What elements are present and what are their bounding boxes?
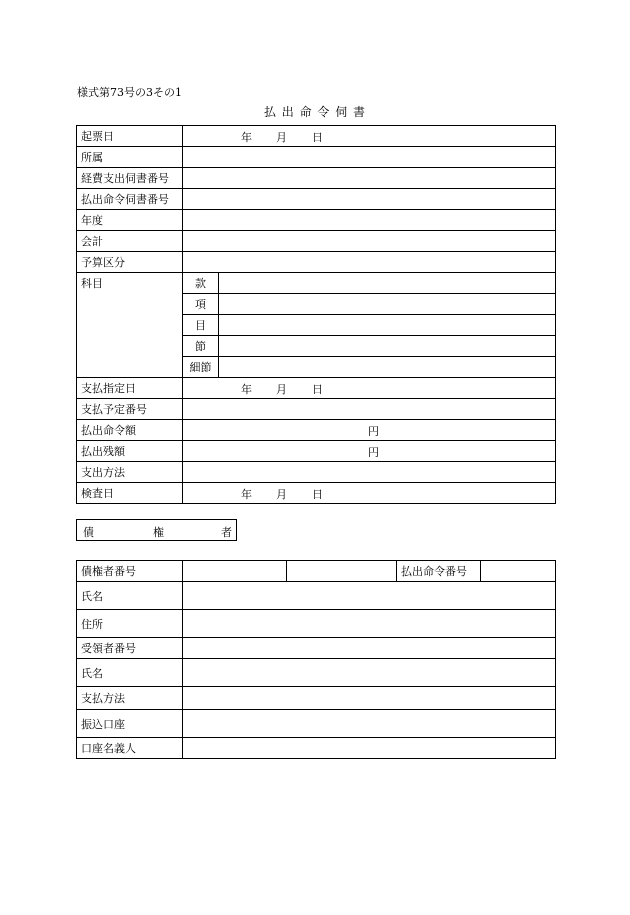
label-inspection-date: 検査日 bbox=[77, 483, 183, 504]
row-accounting bbox=[77, 231, 556, 252]
label-creditor-no: 債権者番号 bbox=[77, 561, 183, 582]
field-department[interactable] bbox=[183, 147, 556, 168]
row-transfer-account bbox=[77, 710, 556, 738]
label-payment-method: 支払方法 bbox=[77, 687, 183, 710]
label-payment-designated-date: 支払指定日 bbox=[77, 378, 183, 399]
row-payment-method bbox=[77, 687, 556, 710]
field-subject-kan[interactable] bbox=[219, 273, 556, 294]
label-subject: 科目 bbox=[77, 273, 183, 378]
row-fiscal-year bbox=[77, 210, 556, 231]
label-subject-setsu: 節 bbox=[183, 336, 219, 357]
form-title: 払 出 命 令 伺 書 bbox=[263, 105, 367, 119]
field-account-holder[interactable] bbox=[183, 738, 556, 759]
unit-yen: 円 bbox=[368, 425, 379, 438]
field-expenditure-method[interactable] bbox=[183, 462, 556, 483]
label-payout-balance: 払出残額 bbox=[77, 441, 183, 462]
field-payout-order-amount[interactable] bbox=[183, 420, 556, 441]
field-payment-designated-date[interactable] bbox=[183, 378, 556, 399]
creditor-label-char: 者 bbox=[221, 526, 232, 539]
field-creditor-no-1[interactable] bbox=[183, 561, 287, 582]
row-payout-request-no bbox=[77, 189, 556, 210]
label-subject-saisetsu: 細節 bbox=[183, 357, 219, 378]
row-creditor-address bbox=[77, 610, 556, 638]
label-subject-moku: 目 bbox=[183, 315, 219, 336]
label-payout-order-amount: 払出命令額 bbox=[77, 420, 183, 441]
field-recipient-no[interactable] bbox=[183, 638, 556, 659]
unit-yen: 円 bbox=[368, 446, 379, 459]
field-subject-moku[interactable] bbox=[219, 315, 556, 336]
field-subject-setsu[interactable] bbox=[219, 336, 556, 357]
field-payment-schedule-no[interactable] bbox=[183, 399, 556, 420]
row-subject-kan bbox=[77, 273, 556, 294]
label-accounting: 会計 bbox=[77, 231, 183, 252]
label-payment-schedule-no: 支払予定番号 bbox=[77, 399, 183, 420]
unit-month: 月 bbox=[276, 383, 287, 396]
label-payout-order-no: 払出命令番号 bbox=[397, 561, 481, 582]
field-expense-request-no[interactable] bbox=[183, 168, 556, 189]
row-payout-order-amount bbox=[77, 420, 556, 441]
label-creditor-name: 氏名 bbox=[77, 582, 183, 610]
unit-month: 月 bbox=[276, 131, 287, 144]
payout-order-form-table bbox=[76, 125, 556, 504]
label-budget-category: 予算区分 bbox=[77, 252, 183, 273]
unit-day: 日 bbox=[312, 488, 323, 501]
creditor-table bbox=[76, 560, 556, 759]
field-transfer-account[interactable] bbox=[183, 710, 556, 738]
label-account-holder: 口座名義人 bbox=[77, 738, 183, 759]
field-inspection-date[interactable] bbox=[183, 483, 556, 504]
row-creditor-name bbox=[77, 582, 556, 610]
label-fiscal-year: 年度 bbox=[77, 210, 183, 231]
field-fiscal-year[interactable] bbox=[183, 210, 556, 231]
field-issue-date[interactable] bbox=[183, 126, 556, 147]
field-subject-kou[interactable] bbox=[219, 294, 556, 315]
row-expenditure-method bbox=[77, 462, 556, 483]
creditor-label-char: 債 bbox=[83, 526, 94, 539]
form-number: 様式第73号の3その1 bbox=[77, 86, 182, 99]
field-creditor-name[interactable] bbox=[183, 582, 556, 610]
creditor-label-char: 権 bbox=[153, 526, 164, 539]
label-payout-request-no: 払出命令伺書番号 bbox=[77, 189, 183, 210]
row-recipient-no bbox=[77, 638, 556, 659]
label-issue-date: 起票日 bbox=[77, 126, 183, 147]
label-recipient-name: 氏名 bbox=[77, 659, 183, 687]
row-account-holder bbox=[77, 738, 556, 759]
label-expense-request-no: 経費支出伺書番号 bbox=[77, 168, 183, 189]
unit-year: 年 bbox=[241, 488, 252, 501]
unit-year: 年 bbox=[241, 131, 252, 144]
field-payout-request-no[interactable] bbox=[183, 189, 556, 210]
label-department: 所属 bbox=[77, 147, 183, 168]
field-budget-category[interactable] bbox=[183, 252, 556, 273]
field-payment-method[interactable] bbox=[183, 687, 556, 710]
unit-year: 年 bbox=[241, 383, 252, 396]
row-payment-designated-date bbox=[77, 378, 556, 399]
field-recipient-name[interactable] bbox=[183, 659, 556, 687]
label-subject-kou: 項 bbox=[183, 294, 219, 315]
row-budget-category bbox=[77, 252, 556, 273]
field-creditor-address[interactable] bbox=[183, 610, 556, 638]
field-payout-order-no[interactable] bbox=[481, 561, 556, 582]
label-subject-kan: 款 bbox=[183, 273, 219, 294]
unit-day: 日 bbox=[312, 131, 323, 144]
row-payment-schedule-no bbox=[77, 399, 556, 420]
field-payout-balance[interactable] bbox=[183, 441, 556, 462]
label-creditor-address: 住所 bbox=[77, 610, 183, 638]
field-subject-saisetsu[interactable] bbox=[219, 357, 556, 378]
row-recipient-name bbox=[77, 659, 556, 687]
unit-month: 月 bbox=[276, 488, 287, 501]
label-transfer-account: 振込口座 bbox=[77, 710, 183, 738]
row-payout-balance bbox=[77, 441, 556, 462]
unit-day: 日 bbox=[312, 383, 323, 396]
field-accounting[interactable] bbox=[183, 231, 556, 252]
label-expenditure-method: 支出方法 bbox=[77, 462, 183, 483]
row-inspection-date bbox=[77, 483, 556, 504]
row-issue-date bbox=[77, 126, 556, 147]
creditor-section-label bbox=[76, 519, 237, 541]
field-creditor-no-2[interactable] bbox=[287, 561, 397, 582]
row-creditor-no bbox=[77, 561, 556, 582]
label-recipient-no: 受領者番号 bbox=[77, 638, 183, 659]
row-department bbox=[77, 147, 556, 168]
row-expense-request-no bbox=[77, 168, 556, 189]
